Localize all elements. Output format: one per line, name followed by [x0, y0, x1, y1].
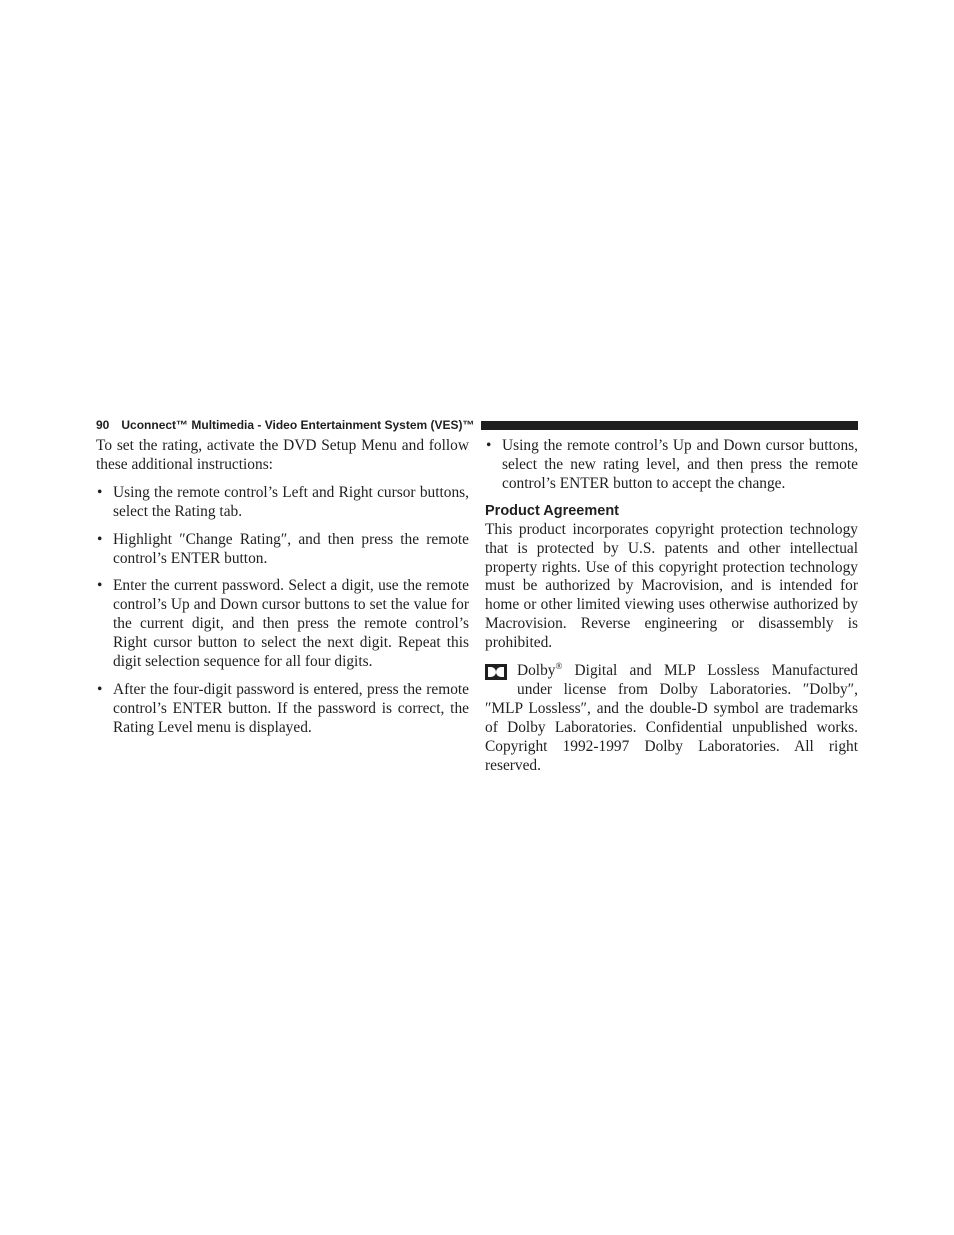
- list-item-text: Highlight ″Change Rating″, and then press the remote control’s ENTER button.: [113, 530, 469, 567]
- dolby-line1-a: Dolby: [517, 662, 556, 680]
- instruction-list: [96, 484, 469, 738]
- bullet-icon: •: [97, 680, 103, 698]
- header-rule: [481, 421, 858, 430]
- list-item: [96, 681, 469, 738]
- left-column: [96, 437, 469, 747]
- list-item: [485, 437, 858, 494]
- list-item: [96, 577, 469, 672]
- agreement-paragraph: This product incorporates copyright protection technology that is protected by U.S. patents and other intellectual property rights. Use of this copyright protection technology must be authorized by Macrovision, and is intended for home or other limited viewing uses otherwise authorized by Macrovision. Reverse engineering or disassembly is prohibited.: [485, 520, 858, 652]
- bullet-icon: •: [97, 530, 103, 548]
- dolby-rest: ″MLP Lossless″, and the double-D symbol are trademarks of Dolby Laboratories. Confidential unpublished works. Copyright 1992-1997 Dolby Laboratories. All right reserved.: [485, 699, 858, 774]
- registered-mark: ®: [555, 660, 563, 671]
- list-item-text: Using the remote control’s Up and Down cursor buttons, select the new rating level, and then press the remote control’s ENTER button to accept the change.: [502, 437, 858, 492]
- list-item-text: After the four-digit password is entered, press the remote control’s ENTER button. If the password is correct, the Rating Level menu is displayed.: [113, 680, 469, 736]
- dolby-line2: under license from Dolby Laboratories. ″Dolby″,: [517, 680, 858, 698]
- list-item-text: Enter the current password. Select a digit, use the remote control’s Up and Down cursor buttons to set the value for the current digit, and then press the remote control’s Right cursor button to select the next digit. Repeat this digit selection sequence for all four digits.: [113, 577, 469, 671]
- dolby-paragraph: [485, 662, 858, 775]
- bullet-icon: •: [97, 483, 103, 501]
- running-header: [96, 416, 858, 434]
- list-item-text: Using the remote control’s Left and Right cursor buttons, select the Rating tab.: [113, 483, 469, 520]
- right-column: [485, 437, 858, 785]
- header-title: Uconnect™ Multimedia - Video Entertainment System (VES)™: [121, 418, 475, 432]
- section-heading: Product Agreement: [485, 502, 620, 519]
- list-item: [96, 484, 469, 522]
- list-item: [96, 531, 469, 569]
- page-number: 90: [96, 418, 110, 432]
- dolby-double-d-icon: [485, 664, 507, 680]
- intro-paragraph: To set the rating, activate the DVD Setup Menu and follow these additional instructions:: [96, 437, 469, 473]
- instruction-list-continued: [485, 437, 858, 494]
- dolby-line1-b: Digital and MLP Lossless Manufactured: [562, 662, 858, 680]
- bullet-icon: •: [97, 577, 103, 595]
- bullet-icon: •: [486, 437, 492, 454]
